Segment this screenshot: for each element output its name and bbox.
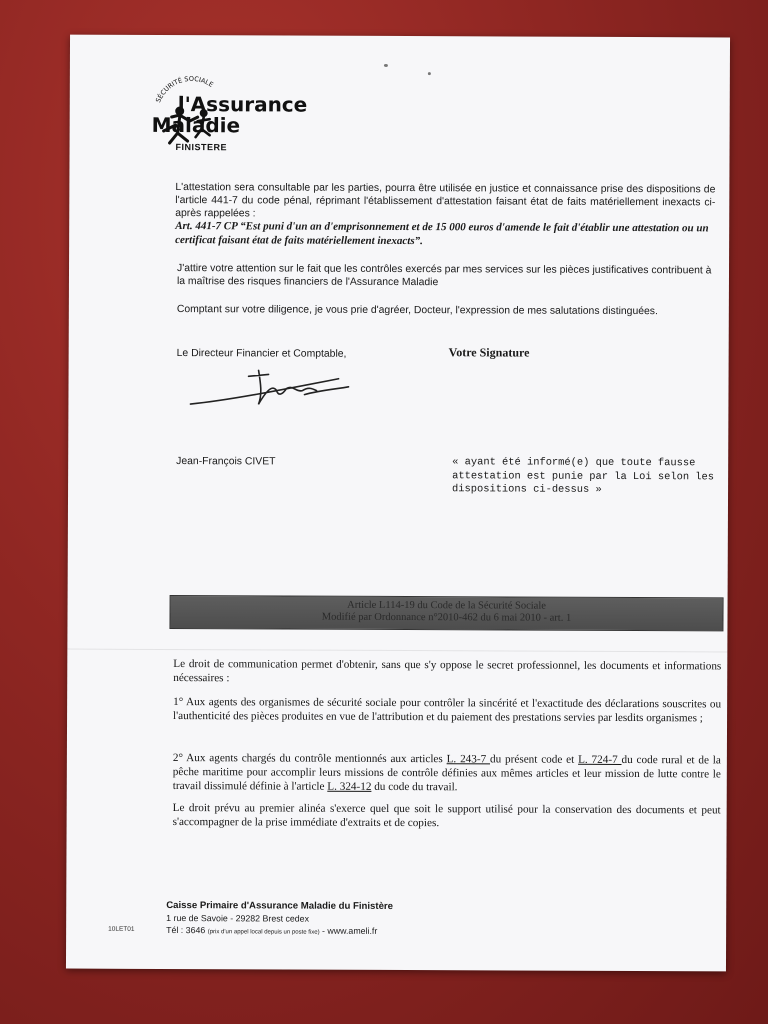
paper-speck — [384, 64, 388, 67]
article-banner — [169, 595, 723, 631]
article-link-l243-7: L. 243-7 — [446, 753, 491, 766]
paper-speck — [428, 72, 431, 75]
legal-paragraph-3 — [173, 751, 721, 795]
organization-name — [151, 92, 308, 138]
acknowledgement-quote: « ayant été informé(e) que toute fausse attestation est punie par la Loi selon les dispositions ci-dessus » — [452, 456, 715, 497]
footer-title: Caisse Primaire d'Assurance Maladie du Finistère — [166, 899, 394, 912]
document-reference: 10LET01 — [108, 925, 135, 933]
paragraph-closing: Comptant sur votre diligence, je vous prie d'agréer, Docteur, l'expression de mes salutations distinguées. — [176, 304, 658, 318]
signature-label: Votre Signature — [448, 345, 530, 360]
director-name: Jean-François CIVET — [176, 456, 276, 468]
legal-text: du code rural et de la pêche maritime pour accomplir leurs missions de contrôle définies aux mêmes articles et leur mission de lutte contre le travail dissimulé définie à l'article — [172, 753, 721, 793]
legal-text: du code du travail. — [371, 780, 458, 794]
director-title: Le Directeur Financier et Comptable, — [176, 348, 347, 360]
article-quote: Art. 441-7 CP “Est puni d'un an d'emprisonnement et de 15 000 euros d'amende le fait d'établir une attestation ou un certificat faisant état de faits matériellement inexacts”. — [175, 220, 709, 247]
banner-line2: Modifié par Ordonnance n°2010-462 du 6 mai 2010 - art. 1 — [321, 611, 572, 624]
article-link-l724-7: L. 724-7 — [578, 753, 622, 766]
footer-contact — [166, 924, 377, 940]
footer-website: - www.ameli.fr — [319, 925, 378, 936]
org-name-line2: Maladie — [151, 112, 241, 138]
handwritten-signature — [188, 360, 358, 411]
legal-text: 2° Aux agents chargés du contrôle mentionnés aux articles — [172, 752, 447, 766]
org-name-line1: l'Assurance — [177, 92, 308, 117]
footer-address: 1 rue de Savoie - 29282 Brest cedex — [166, 912, 310, 924]
department-label: FINISTERE — [175, 142, 228, 153]
legal-paragraph-1: Le droit de communication permet d'obtenir, sans que s'y oppose le secret professionnel, les documents et informations nécessaires : — [173, 658, 722, 685]
footer-phone: Tél : 3646 — [166, 924, 208, 936]
article-link-l324-12: L. 324-12 — [327, 780, 372, 793]
letter-page — [66, 35, 730, 972]
paragraph-controls: J'attire votre attention sur le fait que les contrôles exercés par mes services sur les pièces justificatives contribuent à la maîtrise des risques financiers de l'Assurance Maladie — [176, 263, 712, 289]
legal-paragraph-2: 1° Aux agents des organismes de sécurité sociale pour contrôler la sincérité et l'exactitude des déclarations souscrites ou l'authenticité des pièces produites en vue de l'attribution et du paiement des prestations servies par lesdits organismes ; — [173, 696, 722, 725]
banner-line1: Article L114-19 du Code de la Sécurité Sociale — [347, 599, 546, 612]
footer-phone-note: (prix d'un appel local depuis un poste fixe) — [207, 929, 320, 936]
legal-paragraph-4: Le droit prévu au premier alinéa s'exerce quel que soit le support utilisé pour la conservation des documents et peut s'accompagner de la prise immédiate d'extraits et de copies. — [172, 802, 721, 830]
logo-tagline: SÉCURITÉ SOCIALE — [154, 74, 215, 104]
paragraph-attestation: L'attestation sera consultable par les parties, pourra être utilisée en justice et connaissance prise des dispositions de l'article 441-7 du code pénal, réprimant l'établissement d'attestation faisant état de faits matériellement inexacts ci-après rappelées : — [175, 182, 716, 220]
legal-text: du présent code et — [490, 753, 579, 766]
paper-fold-line — [67, 649, 727, 653]
